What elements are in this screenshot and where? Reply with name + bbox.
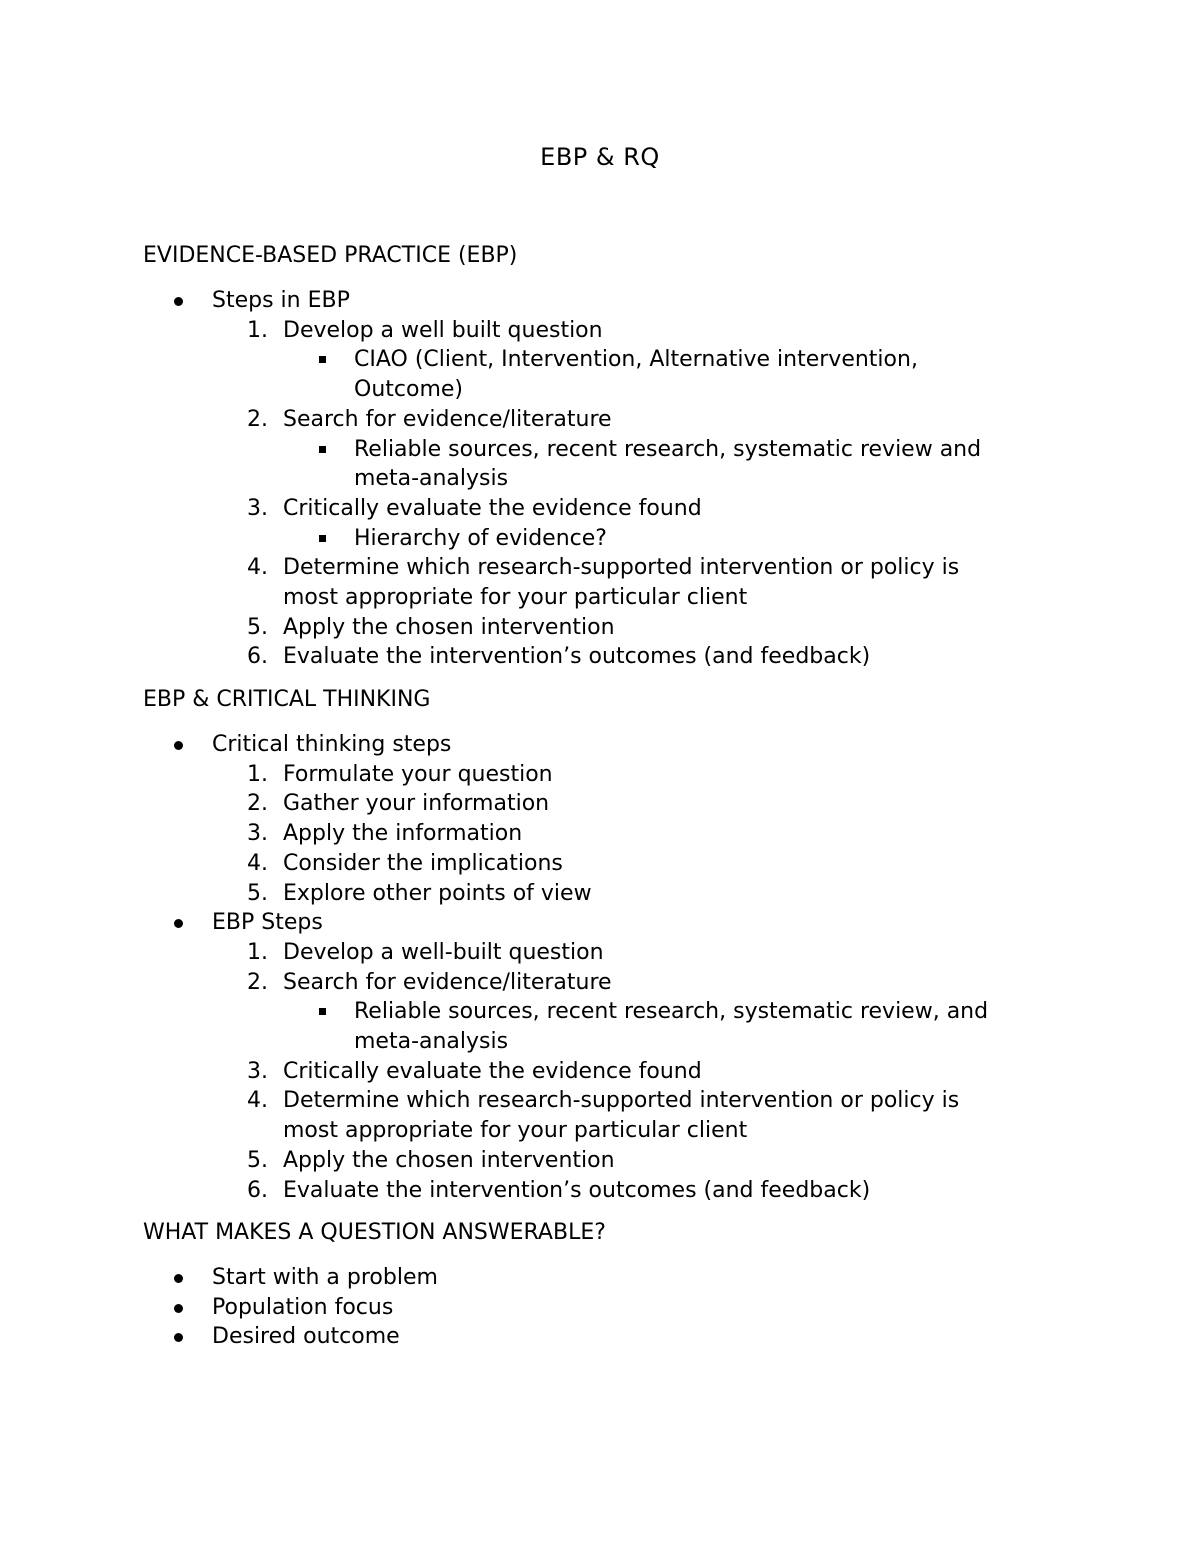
sub-bullet-item: CIAO (Client, Intervention, Alternative intervention, Outcome) (143, 345, 994, 404)
bullet-dot-icon (174, 1274, 183, 1283)
bullet-item: Population focus (143, 1293, 1043, 1323)
section-heading: EVIDENCE-BASED PRACTICE (EBP) (143, 243, 518, 268)
numbered-item: 5. Apply the chosen intervention (247, 614, 615, 640)
numbered-item: 1. Formulate your question (247, 761, 553, 787)
section-critical-thinking (143, 685, 1043, 1205)
bullet-item: Desired outcome (143, 1322, 1043, 1352)
bullet-item: EBP Steps (143, 908, 1043, 938)
section-heading: EBP & CRITICAL THINKING (143, 687, 431, 712)
sub-bullet-item: Reliable sources, recent research, systematic review and meta-analysis (143, 435, 1044, 494)
numbered-item: 1. Develop a well-built question (247, 939, 604, 965)
numbered-item: 2. Search for evidence/literature (247, 406, 612, 432)
numbered-item: 1. Develop a well built question (247, 317, 603, 343)
numbered-item: 2. Gather your information (247, 791, 550, 817)
bullet-item: Start with a problem (143, 1263, 1043, 1293)
bullet-dot-icon (174, 297, 183, 306)
square-bullet-icon (319, 446, 326, 453)
numbered-item: 4. Determine which research-supported intervention or policy is most appropriate for your particular client (247, 555, 960, 611)
square-bullet-icon (319, 535, 326, 542)
sub-bullet-item: Reliable sources, recent research, systematic review, and meta-analysis (143, 997, 1054, 1056)
bullet-item: Critical thinking steps (143, 730, 1043, 760)
numbered-item: 3. Critically evaluate the evidence found (247, 1058, 702, 1084)
document-title: EBP & RQ (540, 143, 660, 171)
numbered-item: 4. Consider the implications (247, 850, 563, 876)
numbered-item: 3. Apply the information (247, 821, 523, 847)
section-heading: WHAT MAKES A QUESTION ANSWERABLE? (143, 1220, 606, 1245)
bullet-dot-icon (174, 741, 183, 750)
bullet-item: Steps in EBP (143, 286, 1043, 316)
square-bullet-icon (319, 356, 326, 363)
numbered-item: 5. Apply the chosen intervention (247, 1147, 615, 1173)
numbered-item: 2. Search for evidence/literature (247, 969, 612, 995)
numbered-item: 3. Critically evaluate the evidence found (247, 495, 702, 521)
numbered-item: 6. Evaluate the intervention’s outcomes (and feedback) (247, 1177, 871, 1203)
square-bullet-icon (319, 1008, 326, 1015)
section-ebp (143, 241, 1043, 672)
sub-bullet-item: Hierarchy of evidence? (143, 524, 1043, 554)
bullet-dot-icon (174, 1304, 183, 1313)
numbered-item: 4. Determine which research-supported intervention or policy is most appropriate for your particular client (247, 1088, 960, 1144)
bullet-dot-icon (174, 1333, 183, 1342)
numbered-item: 6. Evaluate the intervention’s outcomes (and feedback) (247, 644, 871, 670)
section-answerable-question (143, 1218, 1043, 1352)
bullet-dot-icon (174, 919, 183, 928)
numbered-item: 5. Explore other points of view (247, 880, 592, 906)
